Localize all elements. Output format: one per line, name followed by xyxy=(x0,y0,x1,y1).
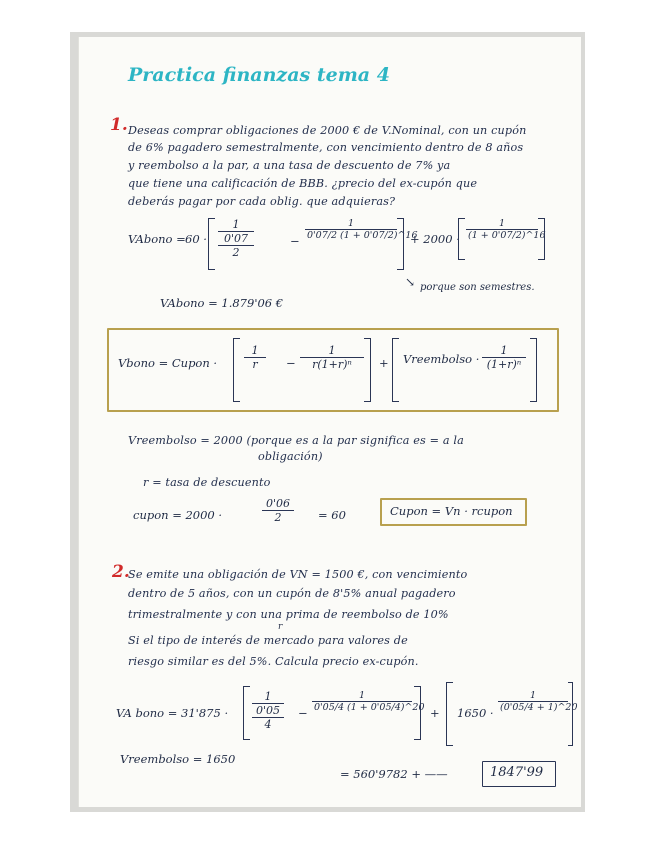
problem-1-line-2: de 6% pagadero semestralmente, con vencimiento dentro de 8 años xyxy=(128,141,524,154)
p2-right-bracket xyxy=(414,686,421,740)
page-title: Practica finanzas tema 4 xyxy=(128,64,390,86)
plus-2000: + 2000 · xyxy=(410,232,460,246)
problem-2-number: 2. xyxy=(112,562,130,582)
coupon-coefficient: 60 · xyxy=(185,232,207,246)
problem-2-line-3: trimestralmente y con una prima de reembolso de 10% xyxy=(128,608,449,621)
p2-right-bracket-2 xyxy=(568,682,573,746)
p2-vreembolso: Vreembolso = 1650 xyxy=(120,752,236,766)
problem-1-line-5: deberás pagar por cada oblig. que adquieras? xyxy=(128,195,396,208)
formula-frac-2: $\frac{1}{\text{r(1+r)ⁿ}}$ xyxy=(300,344,364,371)
p2-minus: − xyxy=(298,706,308,720)
right-bracket xyxy=(397,218,404,270)
minus-sign: − xyxy=(290,234,300,248)
problem-2-line-2: dentro de 5 años, con un cupón de 8'5% anual pagadero xyxy=(128,587,456,600)
formula-right-bracket xyxy=(364,338,371,402)
problem-1-line-1: Deseas comprar obligaciones de 2000 € de V.Nominal, con un cupón xyxy=(128,124,527,137)
r-mark: r xyxy=(278,622,283,632)
problem-2-line-4: Si el tipo de interés de mercado para valores de xyxy=(128,634,408,647)
p2-left-bracket-2 xyxy=(446,682,453,746)
fraction-3: $\frac{1}{(1 + 0'07/2)\^{}16}$ xyxy=(468,218,546,241)
cupon-fraction: $\frac{0'06}{2}$ xyxy=(262,497,294,524)
formula-frac-1: $\frac{1}{r}$ xyxy=(244,344,266,371)
problem-1-number: 1. xyxy=(110,115,128,135)
cupon-box-text: Cupon = Vn · rcupon xyxy=(390,504,513,518)
p2-va-bono: VA bono = 31'875 · xyxy=(116,706,229,720)
p2-fraction-3: $\frac{1}{(0'05/4 + 1)\^{}20}$ xyxy=(500,690,578,713)
vreembolso-line-1: Vreembolso = 2000 (porque es a la par significa es = a la xyxy=(128,434,464,447)
problem-2-line-5: riesgo similar es del 5%. Calcula precio ex-cupón. xyxy=(128,655,419,668)
result-va-bono: VAbono = 1.879'06 € xyxy=(160,296,284,310)
formula-minus: − xyxy=(286,356,296,370)
p2-fraction-1: 1 0'05 4 xyxy=(252,690,284,731)
va-bono-label: VAbono = xyxy=(128,232,186,246)
r-definition: r = tasa de descuento xyxy=(143,476,271,489)
left-bracket xyxy=(208,218,215,270)
arrow-icon: ↘ xyxy=(405,275,416,289)
problem-2-line-1: Se emite una obligación de VN = 1500 €, con vencimiento xyxy=(128,568,468,581)
formula-left-bracket xyxy=(233,338,240,402)
fraction-1: 1 0'07 2 xyxy=(218,218,254,259)
p2-fraction-2: $\frac{1}{0'05/4 (1 + 0'05/4)\^{}20}$ xyxy=(314,690,425,713)
formula-lhs: Vbono = Cupon · xyxy=(118,356,218,370)
problem-1-line-3: y reembolso a la par, a una tasa de descuento de 7% ya xyxy=(128,159,451,172)
formula-plus: + xyxy=(379,356,389,370)
left-bracket-2 xyxy=(458,218,465,260)
formula-vreembolso: Vreembolso · xyxy=(403,352,480,366)
formula-right-bracket-2 xyxy=(530,338,537,402)
final-answer: 1847'99 xyxy=(490,765,544,780)
right-bracket-2 xyxy=(538,218,545,260)
fraction-2: $\frac{1}{0'07/2 (1 + 0'07/2)\^{}16}$ xyxy=(307,218,418,241)
problem-1-line-4: que tiene una calificación de BBB. ¿precio del ex-cupón que xyxy=(128,177,478,190)
cupon-equals: = 60 xyxy=(318,508,346,522)
semester-note: porque son semestres. xyxy=(420,282,535,293)
vreembolso-line-2: obligación) xyxy=(258,450,323,463)
p2-sum: = 560'9782 + —— xyxy=(340,767,448,781)
p2-vr: 1650 · xyxy=(457,706,494,720)
p2-left-bracket xyxy=(243,686,250,740)
cupon-line: cupon = 2000 · xyxy=(133,508,223,522)
formula-left-bracket-2 xyxy=(392,338,399,402)
formula-frac-3: $\frac{1}{\text{(1+r)ⁿ}}$ xyxy=(482,344,526,371)
p2-plus: + xyxy=(430,706,440,720)
